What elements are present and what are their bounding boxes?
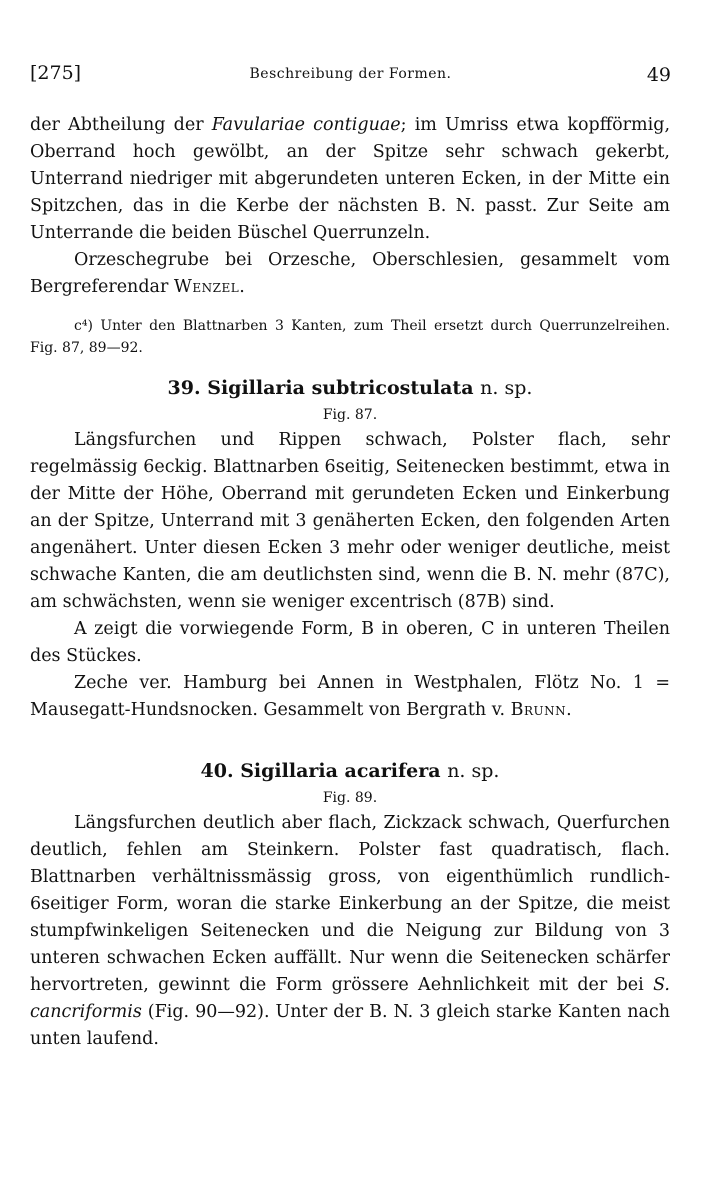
locality-text: Zeche ver. Hamburg bei Annen in Westphalen, Flötz No. 1 = Mausegatt-Hundsnocken. Gesammelt von Bergrath v. xyxy=(30,673,670,720)
section-39-forms: A zeigt die vorwiegende Form, B in oberen, C in unteren Theilen des Stückes. xyxy=(30,619,670,666)
page-header xyxy=(30,62,671,90)
section-40-heading xyxy=(30,756,670,786)
page-reference: [275] xyxy=(30,62,82,84)
intro-text-b: ; im Umriss etwa kopfförmig, Oberrand hoch gewölbt, an der Spitze sehr schwach gekerbt, Unterrand niedriger mit abgerundeten unteren Ecken, in der Mitte ein Spitzchen, das in die Kerbe der nächsten B. N. passt. Zur Seite am Unterrande die beiden Büschel Querrunzeln. xyxy=(30,115,671,243)
locality-text: Orzeschegrube bei Orzesche, Oberschlesien, gesammelt vom Bergreferendar xyxy=(30,250,670,297)
section-number: 40. xyxy=(200,760,234,782)
species-name: Sigillaria subtricostulata xyxy=(207,377,474,399)
figure-reference: Fig. 87. xyxy=(322,407,378,423)
species-name: Sigillaria acarifera xyxy=(240,760,441,782)
collector-name: Wenzel. xyxy=(173,277,246,297)
species-suffix: n. sp. xyxy=(480,377,533,399)
section-39-heading xyxy=(30,373,670,403)
locality-paragraph xyxy=(30,247,670,301)
footnote-c4: c⁴) Unter den Blattnarben 3 Kanten, zum Theil ersetzt durch Querrunzelreihen. Fig. 87, 89—92. xyxy=(30,318,670,356)
species-italic: S. cancriformis xyxy=(30,975,670,1022)
description-text-a: Längsfurchen deutlich aber flach, Zickzack schwach, Querfurchen deutlich, fehlen am Steinkern. Polster fast quadratisch, flach. Blattnarben verhältnissmässig gross, von eigenthümlich rundlich-6seitiger Form, woran die starke Einkerbung an der Spitze, die meist stumpfwinkeligen Seitenecken und die Neigung zur Bildung von 3 unteren schwachen Ecken auffällt. Nur wenn die Seitenecken schärfer hervortreten, gewinnt die Form grössere Aehnlichkeit mit der bei xyxy=(30,813,670,995)
section-number: 39. xyxy=(167,377,201,399)
section-39-description: Längsfurchen und Rippen schwach, Polster flach, sehr regelmässig 6eckig. Blattnarben 6seitig, Seitenecken bestimmt, etwa in der Mitte der Höhe, Oberrand mit gerundeten Ecken und Einkerbung an der Spitze, Unterrand mit 3 genäherten Ecken, den folgenden Arten angenähert. Unter diesen Ecken 3 mehr oder weniger deutliche, meist schwache Kanten, die am deutlichsten sind, wenn die B. N. mehr (87C), am schwächsten, wenn sie weniger excentrisch (87B) sind. xyxy=(30,430,670,612)
intro-paragraph xyxy=(30,112,670,247)
description-text-b: (Fig. 90—92). Unter der B. N. 3 gleich starke Kanten nach unten laufend. xyxy=(30,1002,670,1049)
page-number: 49 xyxy=(646,64,671,86)
running-title: Beschreibung der Formen. xyxy=(249,66,452,82)
page-body xyxy=(30,112,670,1053)
figure-reference: Fig. 89. xyxy=(322,790,378,806)
intro-text-a: der Abtheilung der xyxy=(30,115,212,135)
section-40-description xyxy=(30,810,670,1053)
collector-name: Brunn. xyxy=(510,700,573,720)
genus-name: Favulariae contiguae xyxy=(211,115,401,135)
section-39-locality xyxy=(30,670,670,724)
spacer xyxy=(30,724,670,742)
species-suffix: n. sp. xyxy=(447,760,500,782)
